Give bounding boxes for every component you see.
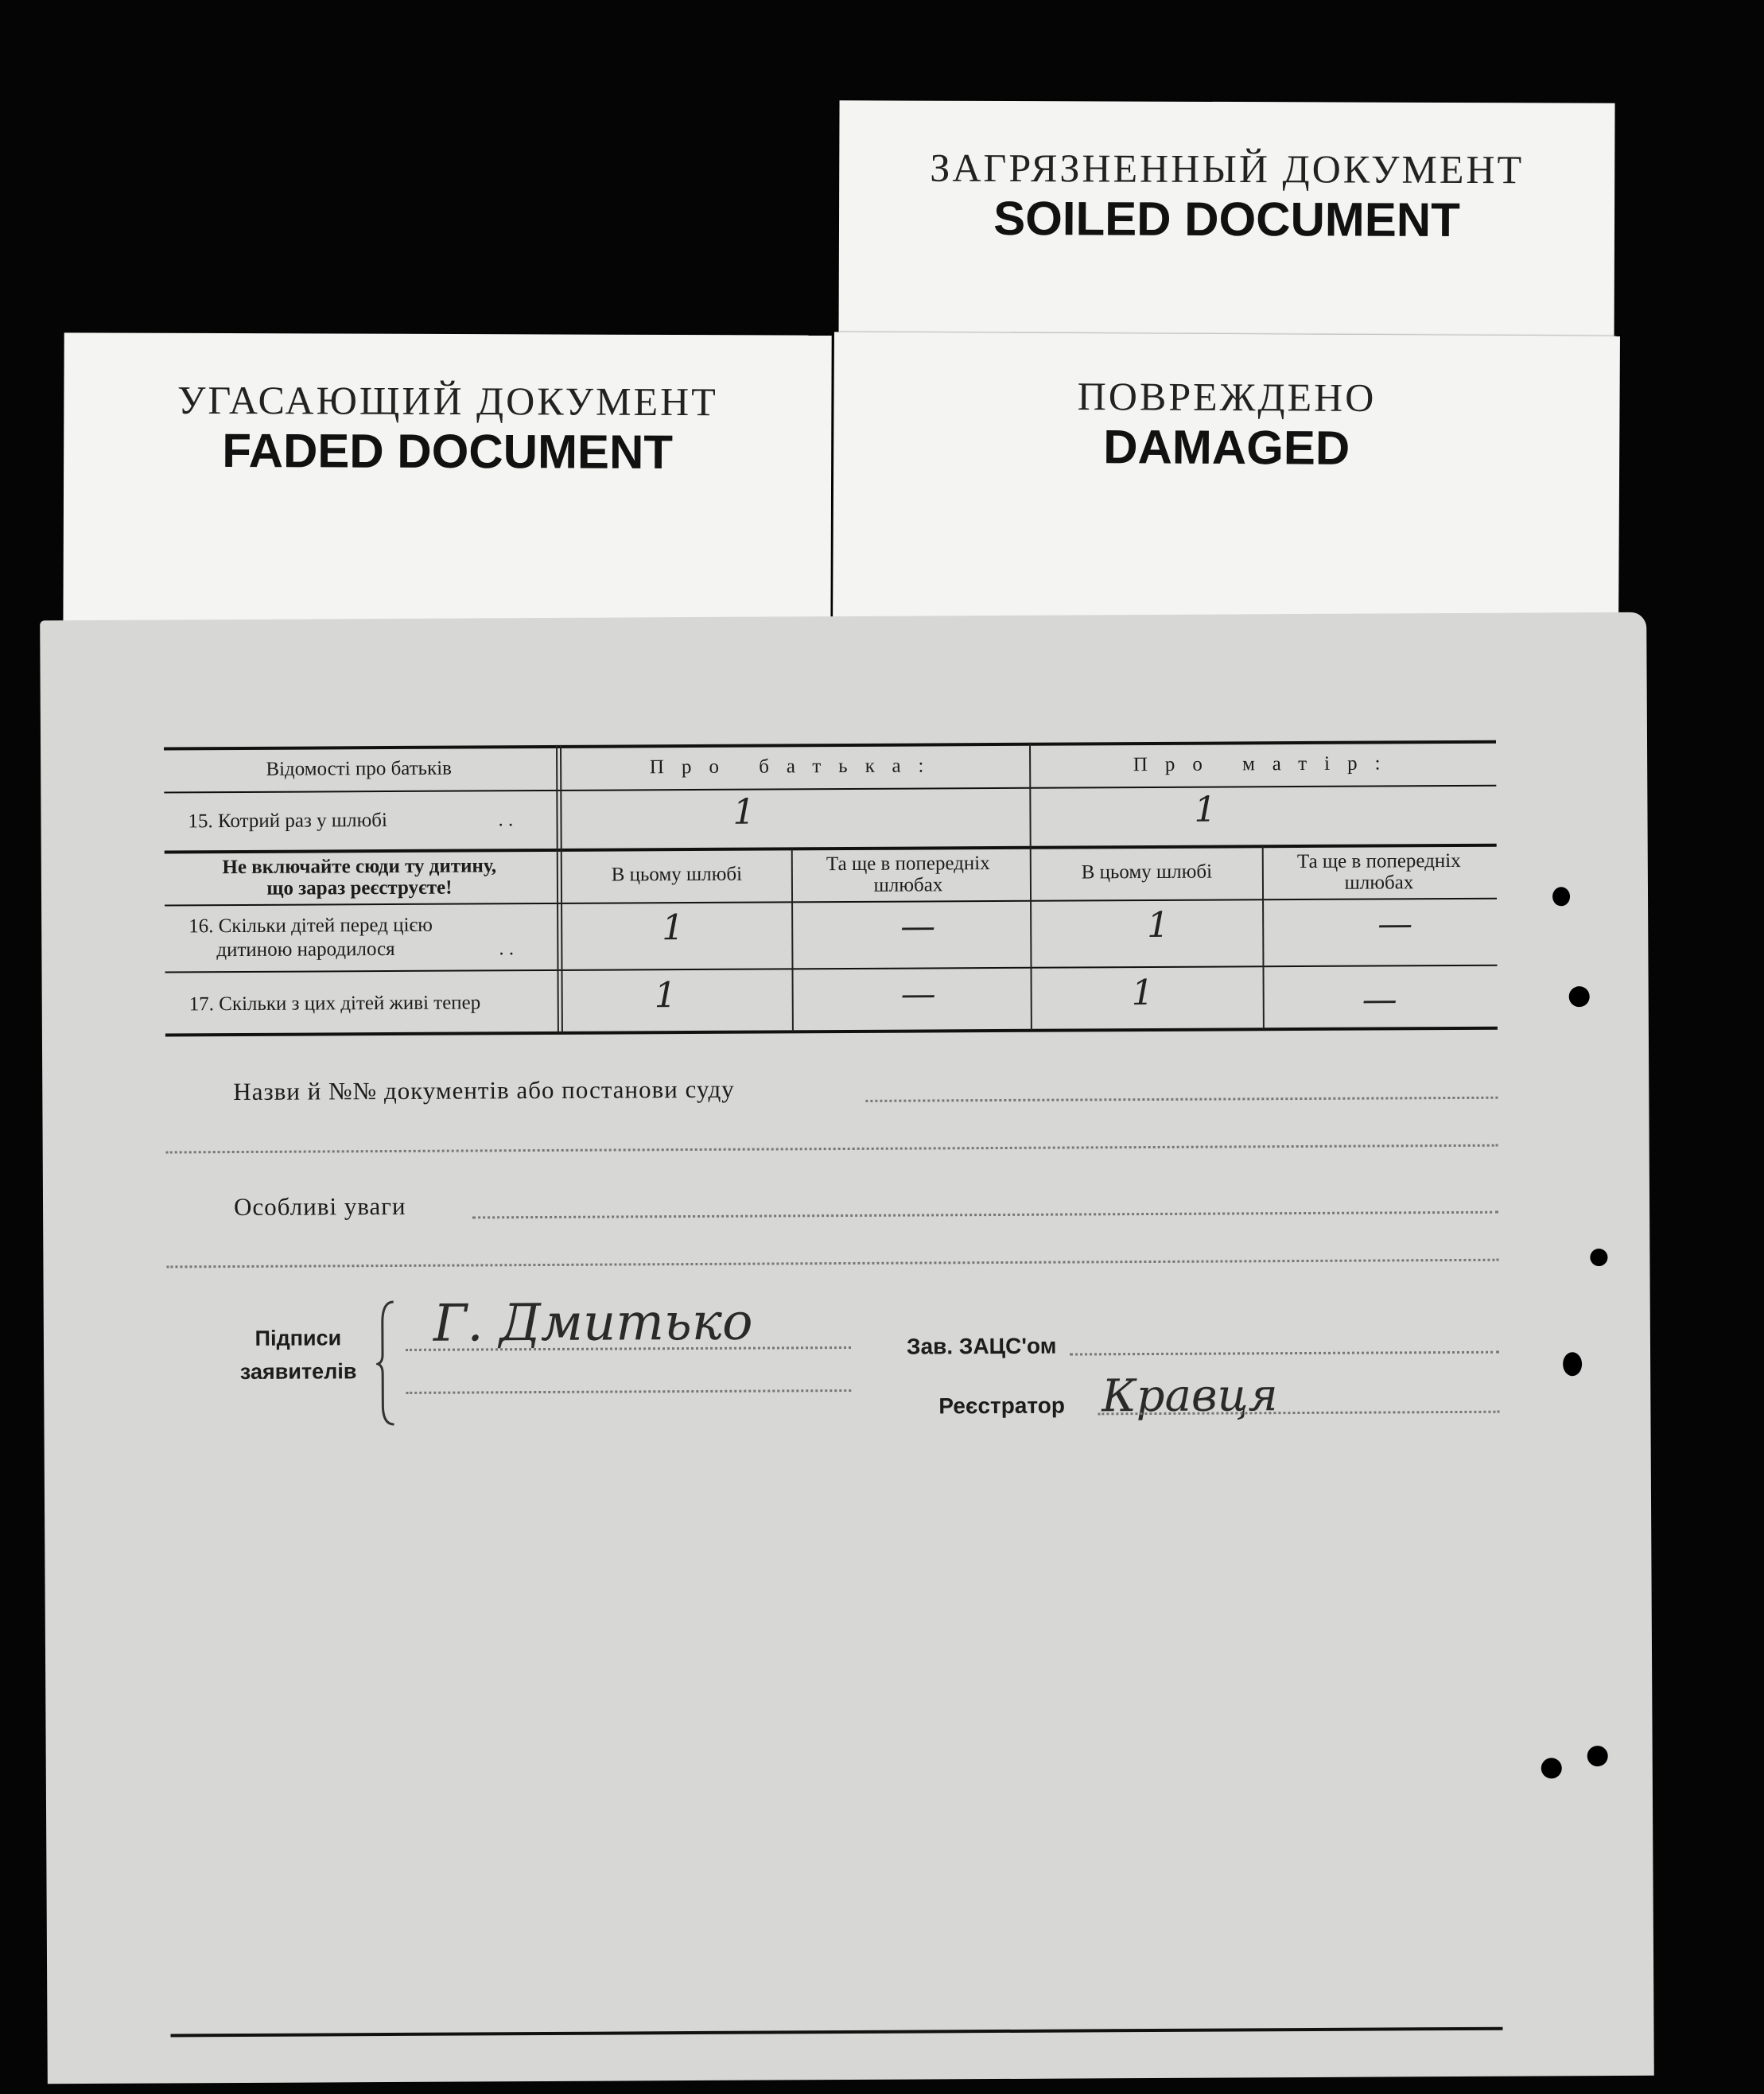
row-15-father-value: 1 (732, 791, 756, 833)
table-divider (560, 745, 563, 1033)
row-17-mother-this-value: 1 (1131, 972, 1154, 1014)
form-page (40, 612, 1654, 2084)
row-17-mother-prev-value: — (1362, 979, 1397, 1020)
row-17-father-this-value: 1 (654, 975, 677, 1016)
row-15-dots: . . (498, 809, 514, 831)
row-15-label: 15. Котрий раз у шлюбі (188, 810, 387, 833)
mother-prev-marriages-header-2: шлюбах (1344, 872, 1414, 894)
table-divider (1029, 743, 1032, 1031)
signatures-label-line1: Підписи (254, 1326, 342, 1350)
faded-label-ru: УГАСАЮЩИЙ ДОКУМЕНТ (177, 377, 718, 425)
binder-hole (1590, 1249, 1607, 1266)
father-prev-marriages-header-2: шлюбах (873, 874, 943, 896)
row-15-mother-value: 1 (1194, 789, 1217, 830)
row-16-label-line2: дитиною народилося (216, 938, 395, 962)
zags-head-signature-line (1070, 1351, 1499, 1356)
table-divider (556, 745, 559, 1033)
father-prev-marriages-header-1: Та ще в попередніх (826, 853, 990, 876)
zags-head-label: Зав. ЗАЦС'ом (906, 1333, 1057, 1359)
remarks-label: Особливі уваги (233, 1191, 406, 1222)
page-bottom-rule (171, 2027, 1503, 2038)
binder-hole (1541, 1758, 1562, 1778)
documents-field-line-2 (166, 1144, 1498, 1154)
table-bottom-rule (165, 1027, 1498, 1037)
row-16-label-line1: 16. Скільки дітей перед цією (188, 914, 433, 938)
damaged-label-ru: ПОВРЕЖДЕНО (1077, 374, 1377, 420)
row-16-father-this-value: 1 (662, 907, 685, 949)
row-16-mother-prev-value: — (1377, 903, 1413, 945)
soiled-label-en: SOILED DOCUMENT (993, 191, 1460, 247)
row-17-label: 17. Скільки з цих дітей живі тепер (188, 992, 481, 1016)
exclusion-note-line1: Не включайте сюди ту дитину, (222, 855, 497, 879)
exclusion-note-line2: що зараз реєструєте! (266, 876, 453, 899)
remarks-field-line-2 (166, 1259, 1498, 1268)
faded-label-en: FADED DOCUMENT (222, 424, 674, 479)
mother-prev-marriages-header-1: Та ще в попередніх (1296, 849, 1461, 873)
binder-hole (1552, 887, 1570, 906)
remarks-field-line (472, 1211, 1498, 1219)
binder-hole (1587, 1746, 1608, 1766)
header-about-mother: Про матір: (1133, 752, 1398, 776)
damaged-label-en: DAMAGED (1103, 420, 1350, 475)
row-17-father-prev-value: — (900, 973, 936, 1015)
applicant-signature-line-2 (406, 1389, 851, 1394)
table-rule (164, 785, 1496, 794)
faded-document-label (63, 332, 831, 653)
binder-hole (1569, 986, 1590, 1007)
header-about-father: Про батька: (649, 755, 942, 779)
registrar-label: Реєстратор (938, 1393, 1065, 1419)
table-rule (165, 965, 1498, 973)
damaged-document-label (833, 332, 1620, 630)
binder-hole (1563, 1352, 1582, 1376)
mother-this-marriage-header: В цьому шлюбі (1081, 861, 1213, 884)
documents-field-line (865, 1097, 1498, 1102)
soiled-document-label (838, 100, 1614, 353)
applicant-signature: Г. Дмитько (433, 1292, 753, 1354)
row-16-father-prev-value: — (900, 906, 936, 947)
header-parents-info: Відомості про батьків (266, 757, 453, 780)
father-this-marriage-header: В цьому шлюбі (611, 863, 743, 886)
soiled-label-ru: ЗАГРЯЗНЕННЫЙ ДОКУМЕНТ (930, 145, 1525, 192)
signatures-label-line2: заявителів (239, 1359, 357, 1384)
table-top-rule (164, 740, 1496, 751)
signatures-brace (376, 1299, 401, 1426)
row-16-dots: . . (499, 938, 515, 960)
documents-label: Назви й №№ документів або постанови суду (233, 1074, 735, 1106)
row-16-mother-this-value: 1 (1147, 904, 1170, 946)
registrar-signature: Кравця (1102, 1369, 1278, 1423)
